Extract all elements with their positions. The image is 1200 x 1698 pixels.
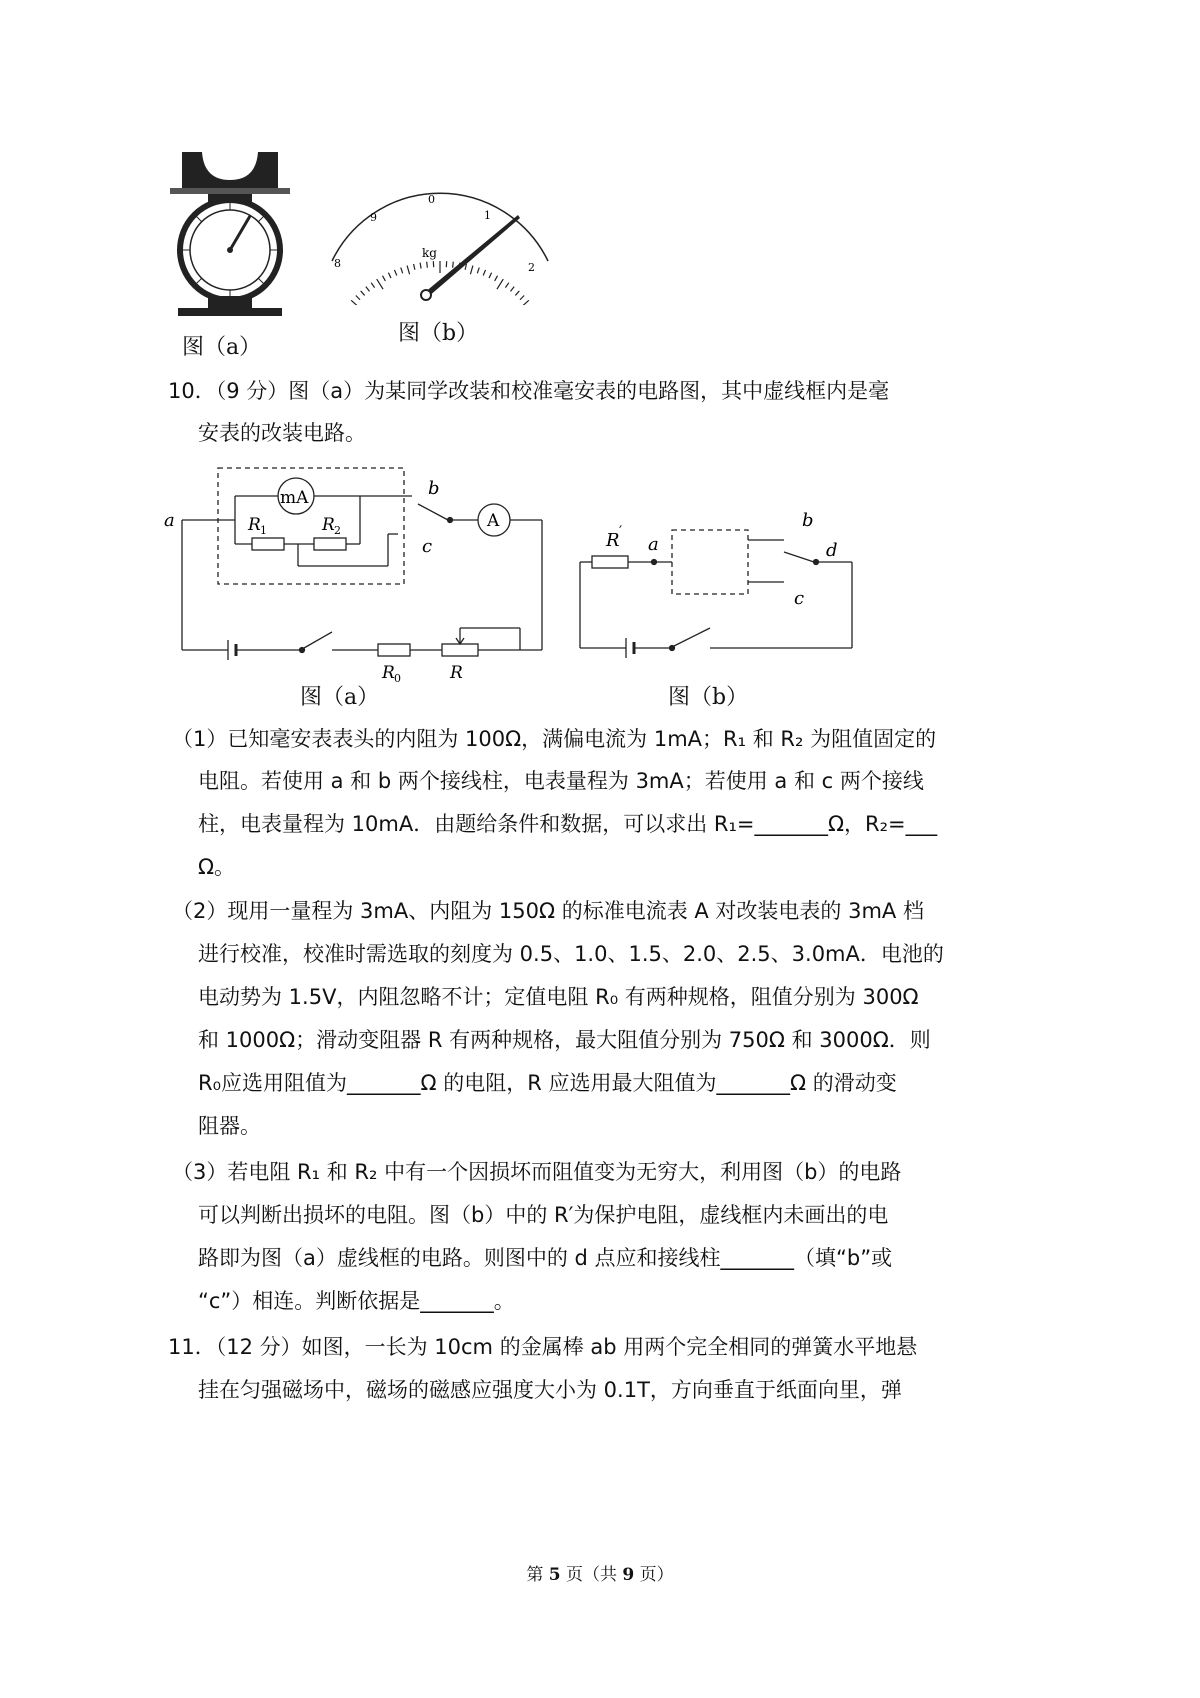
q10-p3-line-4: “c”）相连。判断依据是_______。	[198, 1289, 515, 1313]
scale-label-8: 8	[334, 257, 341, 270]
q10-p2-line-3: 电动势为 1.5V，内阻忽略不计；定值电阻 R₀ 有两种规格，阻值分别为 300Ω	[198, 985, 919, 1009]
scale-label-9: 9	[370, 211, 377, 224]
q10-p2-line-2: 进行校准，校准时需选取的刻度为 0.5、1.0、1.5、2.0、2.5、3.0mA．电池的	[198, 942, 944, 966]
point-c-label: c	[794, 588, 805, 609]
dial-tick	[470, 266, 472, 275]
dial-tick	[361, 291, 365, 296]
dial-tick	[401, 268, 403, 274]
r2-label: R	[322, 515, 335, 535]
scale-label-1: 1	[484, 209, 491, 222]
figure-b-caption-top: 图（b）	[398, 321, 479, 346]
dial-tick	[351, 300, 358, 305]
point-d-label: d	[826, 540, 838, 561]
r1-subscript: 1	[260, 524, 267, 537]
rprime-mark: ′	[619, 524, 623, 540]
dial-tick	[377, 279, 383, 289]
dial-tick	[395, 270, 397, 276]
r2-subscript: 2	[334, 524, 341, 537]
q10-p3-line-1: （3）若电阻 R₁ 和 R₂ 中有一个因损坏而阻值变为无穷大，利用图（b）的电路	[172, 1160, 902, 1184]
rprime-label: R	[606, 530, 620, 551]
r0-subscript: 0	[394, 672, 401, 685]
q10-p1-line-1: （1）已知毫安表表头的内阻为 100Ω，满偏电流为 1mA；R₁ 和 R₂ 为阻值固定的	[172, 727, 937, 751]
dial-tick	[495, 276, 498, 281]
q10-p2-line-5: R₀应选用阻值为_______Ω 的电阻，R 应选用最大阻值为_______Ω 的滑动变	[198, 1071, 897, 1095]
scale-label-0: 0	[428, 193, 435, 206]
dial-tick	[522, 300, 529, 305]
q10-p3-line-2: 可以判断出损坏的电阻。图（b）中的 R′为保护电阻，虚线框内未画出的电	[198, 1203, 889, 1227]
q10-p1-line-2: 电阻。若使用 a 和 b 两个接线柱，电表量程为 3mA；若使用 a 和 c 两个接线	[198, 769, 924, 793]
dial-tick	[520, 295, 524, 299]
page-footer	[0, 1560, 1200, 1585]
dial-tick	[414, 264, 415, 270]
footer-prefix: 第	[526, 1565, 549, 1585]
footer-suffix: 页）	[634, 1565, 674, 1585]
dial-tick	[483, 270, 485, 276]
dial-tick	[510, 287, 514, 292]
q10-p3-line-3: 路即为图（a）虚线框的电路。则图中的 d 点应和接线柱_______（填“b”或	[198, 1246, 893, 1270]
rheostat-label: R	[450, 663, 463, 683]
q10-line-2: 安表的改装电路。	[198, 421, 366, 445]
dial-tick	[356, 295, 360, 299]
r0-label: R	[382, 663, 395, 683]
point-a-label: a	[648, 534, 659, 555]
dial-scale-figure	[320, 165, 560, 305]
circuit-figure-a	[160, 460, 560, 700]
milliammeter-label: mA	[280, 488, 309, 508]
dial-tick	[497, 279, 503, 289]
terminal-c-label: c	[422, 536, 433, 557]
dial-tick	[515, 291, 519, 296]
q10-line-1: 10．（9 分）图（a）为某同学改装和校准毫安表的电路图，其中虚线框内是毫	[168, 379, 890, 403]
dial-tick	[407, 266, 409, 275]
footer-total-pages: 9	[622, 1565, 635, 1585]
dial-tick	[420, 263, 421, 269]
unit-label: kg	[422, 246, 437, 260]
r1-label: R	[248, 515, 261, 535]
ammeter-label: A	[487, 511, 500, 531]
footer-mid: 页（共	[560, 1565, 623, 1585]
circuit-b-caption: 图（b）	[668, 685, 749, 710]
terminal-a-label: a	[164, 510, 175, 531]
spring-scale-figure	[170, 150, 290, 350]
q11-line-1: 11．（12 分）如图，一长为 10cm 的金属棒 ab 用两个完全相同的弹簧水平地悬	[168, 1335, 918, 1359]
dial-tick	[427, 262, 428, 268]
q10-p1-line-4: Ω。	[198, 855, 236, 879]
dial-tick	[371, 283, 374, 288]
figure-a-caption-top: 图（a）	[182, 335, 262, 360]
scale-label-2: 2	[528, 261, 535, 274]
point-b-label: b	[802, 510, 814, 531]
footer-page-number: 5	[548, 1565, 561, 1585]
circuit-a-caption: 图（a）	[300, 685, 380, 710]
terminal-b-label: b	[428, 478, 440, 499]
dial-tick	[453, 262, 454, 268]
q10-p2-line-6: 阻器。	[198, 1114, 261, 1138]
dial-tick	[366, 287, 370, 292]
q10-p2-line-1: （2）现用一量程为 3mA、内阻为 150Ω 的标准电流表 A 对改装电表的 3mA 档	[172, 899, 924, 923]
circuit-figure-b	[570, 500, 870, 670]
dial-tick	[505, 283, 508, 288]
q10-p1-line-3: 柱，电表量程为 10mA．由题给条件和数据，可以求出 R₁=_______Ω，R₂=___	[198, 812, 938, 836]
dial-tick	[489, 273, 492, 278]
q11-line-2: 挂在匀强磁场中，磁场的磁感应强度大小为 0.1T，方向垂直于纸面向里，弹	[198, 1378, 902, 1402]
dial-tick	[388, 273, 391, 278]
dial-tick	[382, 276, 385, 281]
q10-p2-line-4: 和 1000Ω；滑动变阻器 R 有两种规格，最大阻值分别为 750Ω 和 3000Ω．则	[198, 1028, 931, 1052]
dial-tick	[477, 268, 479, 274]
